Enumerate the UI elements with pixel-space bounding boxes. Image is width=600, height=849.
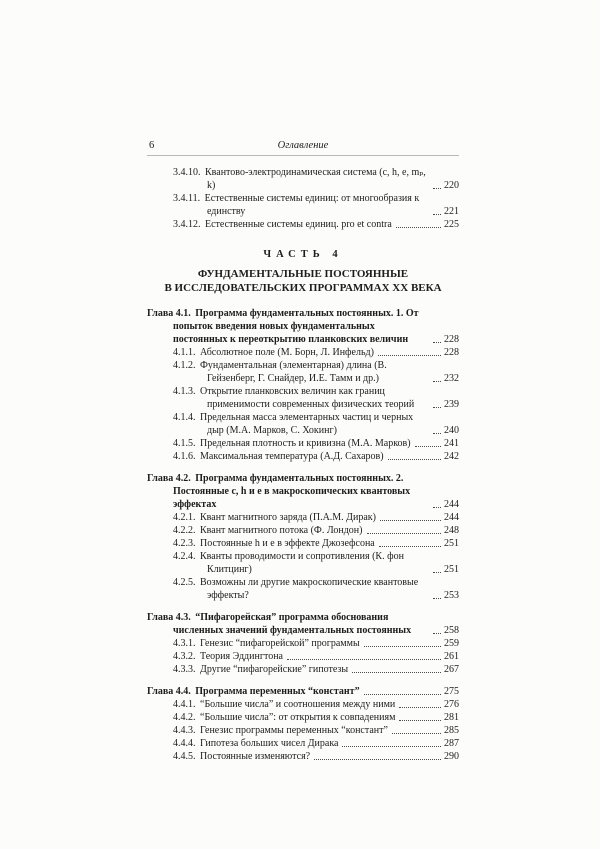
toc-entry-number: 4.4.3. (173, 725, 196, 736)
toc-entry-page: 285 (444, 725, 459, 736)
toc-entry-number: 4.4.1. (173, 699, 196, 710)
toc-entry-body (173, 698, 395, 711)
toc-entry-page: 232 (444, 373, 459, 384)
toc-entry-page: 239 (444, 399, 459, 410)
dot-leader (380, 520, 441, 521)
toc-entry (173, 166, 459, 192)
toc-entry-title: Постоянные изменяются? (200, 751, 311, 762)
chapter-number: Глава 4.3. (147, 612, 191, 623)
toc-chapter (147, 307, 459, 463)
toc-entry-title: Естественные системы единиц: от многообразия к единству (204, 193, 420, 217)
toc-chapter (147, 611, 459, 676)
chapter-heading-body (147, 472, 429, 511)
toc-entry-body (173, 437, 411, 450)
dot-leader (364, 694, 441, 695)
toc-entry-number: 4.1.3. (173, 386, 196, 397)
toc-entry-number: 3.4.10. (173, 167, 201, 178)
chapter-page: 244 (444, 499, 459, 510)
chapter-heading-body (147, 685, 360, 698)
toc-entry-body (173, 218, 392, 231)
dot-leader (378, 355, 441, 356)
toc-entry-page: 251 (444, 538, 459, 549)
page-header (147, 140, 459, 156)
toc-entry-number: 4.2.3. (173, 538, 196, 549)
dot-leader (433, 507, 441, 508)
toc-entry (173, 192, 459, 218)
dot-leader (433, 407, 441, 408)
toc-entry-title: Квантово-электродинамическая система (c, h, e, mₚ, k) (205, 167, 426, 191)
chapter-heading-body (147, 611, 429, 637)
toc-entry-page: 221 (444, 206, 459, 217)
toc-entry-body (173, 711, 395, 724)
toc-entry-number: 4.1.5. (173, 438, 196, 449)
toc-entry-body (173, 637, 360, 650)
toc-entry-number: 4.1.2. (173, 360, 196, 371)
running-head: Оглавление (277, 140, 329, 151)
toc-entry (173, 576, 459, 602)
toc-chapter (147, 472, 459, 602)
toc-entry-number: 4.4.2. (173, 712, 196, 723)
chapter-page: 258 (444, 625, 459, 636)
toc-entry-page: 244 (444, 512, 459, 523)
toc-entry-page: 290 (444, 751, 459, 762)
toc-entry-number: 4.1.1. (173, 347, 196, 358)
toc-entry-body (173, 346, 374, 359)
toc-entry-title: Квант магнитного потока (Ф. Лондон) (200, 525, 363, 536)
chapter-entries (147, 511, 459, 602)
toc-entry (173, 385, 459, 411)
toc-entry-body (173, 385, 429, 411)
toc-entry-title: Открытие планковских величин как границ применимости современных физических теорий (200, 386, 415, 410)
toc-entry (173, 724, 459, 737)
toc-entry-page: 240 (444, 425, 459, 436)
toc-entry-page: 276 (444, 699, 459, 710)
toc-entry (173, 637, 459, 650)
chapter-heading (147, 685, 459, 698)
toc-entry-body (173, 750, 310, 763)
toc-entry-title: Теория Эддингтона (200, 651, 283, 662)
part-title-line2: В ИССЛЕДОВАТЕЛЬСКИХ ПРОГРАММАХ XX ВЕКА (164, 281, 442, 294)
toc-entry-body (173, 737, 338, 750)
toc-entry-number: 4.2.4. (173, 551, 196, 562)
toc-entry-number: 3.4.11. (173, 193, 201, 204)
toc-entry (173, 750, 459, 763)
toc-entry-number: 4.1.4. (173, 412, 196, 423)
dot-leader (415, 446, 441, 447)
chapter-list (147, 307, 459, 763)
dot-leader (342, 746, 441, 747)
toc-entry (173, 437, 459, 450)
toc-entry-number: 4.4.5. (173, 751, 196, 762)
toc-entry-number: 4.2.5. (173, 577, 196, 588)
table-of-contents (147, 166, 459, 763)
chapter-heading (147, 472, 459, 511)
toc-entry-title: “Большие числа”: от открытия к совпадениям (200, 712, 396, 723)
toc-entry-body (173, 192, 429, 218)
toc-entry-title: Фундаментальная (элементарная) длина (В. Гейзенберг, Г. Снайдер, И.Е. Тамм и др.) (200, 360, 387, 384)
toc-entry-title: Другие “пифагорейские” гипотезы (200, 664, 349, 675)
dot-leader (433, 188, 441, 189)
toc-entry-page: 242 (444, 451, 459, 462)
toc-entry-title: Постоянные h и e в эффекте Джозефсона (200, 538, 375, 549)
toc-entry (173, 537, 459, 550)
toc-entry-page: 241 (444, 438, 459, 449)
page-number: 6 (149, 140, 155, 151)
chapter-page: 275 (444, 686, 459, 697)
toc-entry-number: 4.1.6. (173, 451, 196, 462)
toc-entry (173, 650, 459, 663)
toc-entry (173, 411, 459, 437)
toc-entry-title: Максимальная температура (А.Д. Сахаров) (200, 451, 384, 462)
toc-entry-title: Предельная масса элементарных частиц и черных дыр (М.А. Марков, С. Хокинг) (200, 412, 414, 436)
toc-entry-title: Возможны ли другие макроскопические квантовые эффекты? (200, 577, 419, 601)
toc-entry-body (173, 576, 429, 602)
toc-entry-number: 4.2.1. (173, 512, 196, 523)
toc-entry (173, 359, 459, 385)
toc-entry-page: 261 (444, 651, 459, 662)
toc-entry-number: 4.3.3. (173, 664, 196, 675)
text-column (147, 140, 459, 763)
toc-entry-title: Генезис программы переменных “констант” (200, 725, 388, 736)
chapter-number: Глава 4.1. (147, 308, 191, 319)
toc-entry-title: Квант магнитного заряда (П.А.М. Дирак) (200, 512, 376, 523)
toc-entry-number: 4.4.4. (173, 738, 196, 749)
toc-entry (173, 511, 459, 524)
dot-leader (433, 633, 441, 634)
toc-entry (173, 663, 459, 676)
dot-leader (433, 572, 441, 573)
part-title-line1: ФУНДАМЕНТАЛЬНЫЕ ПОСТОЯННЫЕ (197, 268, 409, 280)
toc-entry-body (173, 724, 388, 737)
chapter-heading-body (147, 307, 429, 346)
toc-entry-page: 248 (444, 525, 459, 536)
toc-entry-body (173, 511, 376, 524)
dot-leader (433, 214, 441, 215)
dot-leader (392, 733, 441, 734)
part-kicker: ЧАСТЬ 4 (263, 249, 343, 260)
toc-entry-page: 287 (444, 738, 459, 749)
dot-leader (379, 546, 441, 547)
chapter-heading (147, 611, 459, 637)
toc-entry-page: 225 (444, 219, 459, 230)
chapter-heading (147, 307, 459, 346)
toc-entry-body (173, 524, 363, 537)
chapter-number: Глава 4.4. (147, 686, 191, 697)
toc-entry-number: 3.4.12. (173, 219, 201, 230)
dot-leader (399, 707, 441, 708)
dot-leader (433, 342, 441, 343)
dot-leader (399, 720, 441, 721)
chapter-entries (147, 698, 459, 763)
dot-leader (433, 381, 441, 382)
dot-leader (388, 459, 441, 460)
toc-entry-body (173, 450, 384, 463)
toc-entry-body (173, 411, 429, 437)
toc-entry-body (173, 166, 429, 192)
toc-entry-number: 4.3.1. (173, 638, 196, 649)
chapter-number: Глава 4.2. (147, 473, 191, 484)
chapter-title: Программа фундаментальных постоянных. 1. От попыток введения новых фундаментальных постоянных к переоткрытию планковских величин (173, 308, 419, 345)
part-heading (153, 248, 453, 295)
dot-leader (352, 672, 441, 673)
toc-entry-page: 281 (444, 712, 459, 723)
toc-entry-title: “Большие числа” и соотношения между ними (200, 699, 396, 710)
dot-leader (367, 533, 442, 534)
leading-entries (147, 166, 459, 231)
toc-entry-title: Гипотеза больших чисел Дирака (200, 738, 339, 749)
toc-entry (173, 737, 459, 750)
chapter-title: “Пифагорейская” программа обоснования численных значений фундаментальных постоянных (173, 612, 412, 636)
dot-leader (364, 646, 441, 647)
toc-entry (173, 550, 459, 576)
toc-entry-number: 4.3.2. (173, 651, 196, 662)
chapter-title: Программа переменных “констант” (195, 686, 360, 697)
toc-entry-body (173, 537, 375, 550)
toc-entry-page: 251 (444, 564, 459, 575)
toc-entry-body (173, 663, 348, 676)
toc-entry (173, 698, 459, 711)
toc-entry-body (173, 650, 283, 663)
toc-entry (173, 450, 459, 463)
dot-leader (433, 433, 441, 434)
chapter-title: Программа фундаментальных постоянных. 2. Постоянные c, h и e в макроскопических квантовых эффектах (173, 473, 411, 510)
chapter-entries (147, 637, 459, 676)
toc-entry-number: 4.2.2. (173, 525, 196, 536)
toc-entry-page: 253 (444, 590, 459, 601)
dot-leader (433, 598, 441, 599)
toc-entry-title: Абсолютное поле (М. Борн, Л. Инфельд) (200, 347, 374, 358)
toc-entry-body (173, 550, 429, 576)
dot-leader (287, 659, 441, 660)
chapter-entries (147, 346, 459, 463)
dot-leader (314, 759, 441, 760)
toc-entry-title: Предельная плотность и кривизна (М.А. Марков) (200, 438, 411, 449)
toc-chapter (147, 685, 459, 763)
toc-entry-title: Кванты проводимости и сопротивления (К. фон Клитцинг) (200, 551, 404, 575)
toc-entry-body (173, 359, 429, 385)
toc-entry-page: 220 (444, 180, 459, 191)
toc-entry-title: Генезис “пифагорейской” программы (200, 638, 360, 649)
toc-entry (173, 218, 459, 231)
toc-entry (173, 524, 459, 537)
toc-entry-page: 228 (444, 347, 459, 358)
toc-entry-title: Естественные системы единиц. pro et contra (205, 219, 392, 230)
toc-entry (173, 346, 459, 359)
chapter-page: 228 (444, 334, 459, 345)
dot-leader (396, 227, 441, 228)
toc-entry-page: 259 (444, 638, 459, 649)
toc-entry (173, 711, 459, 724)
toc-entry-page: 267 (444, 664, 459, 675)
